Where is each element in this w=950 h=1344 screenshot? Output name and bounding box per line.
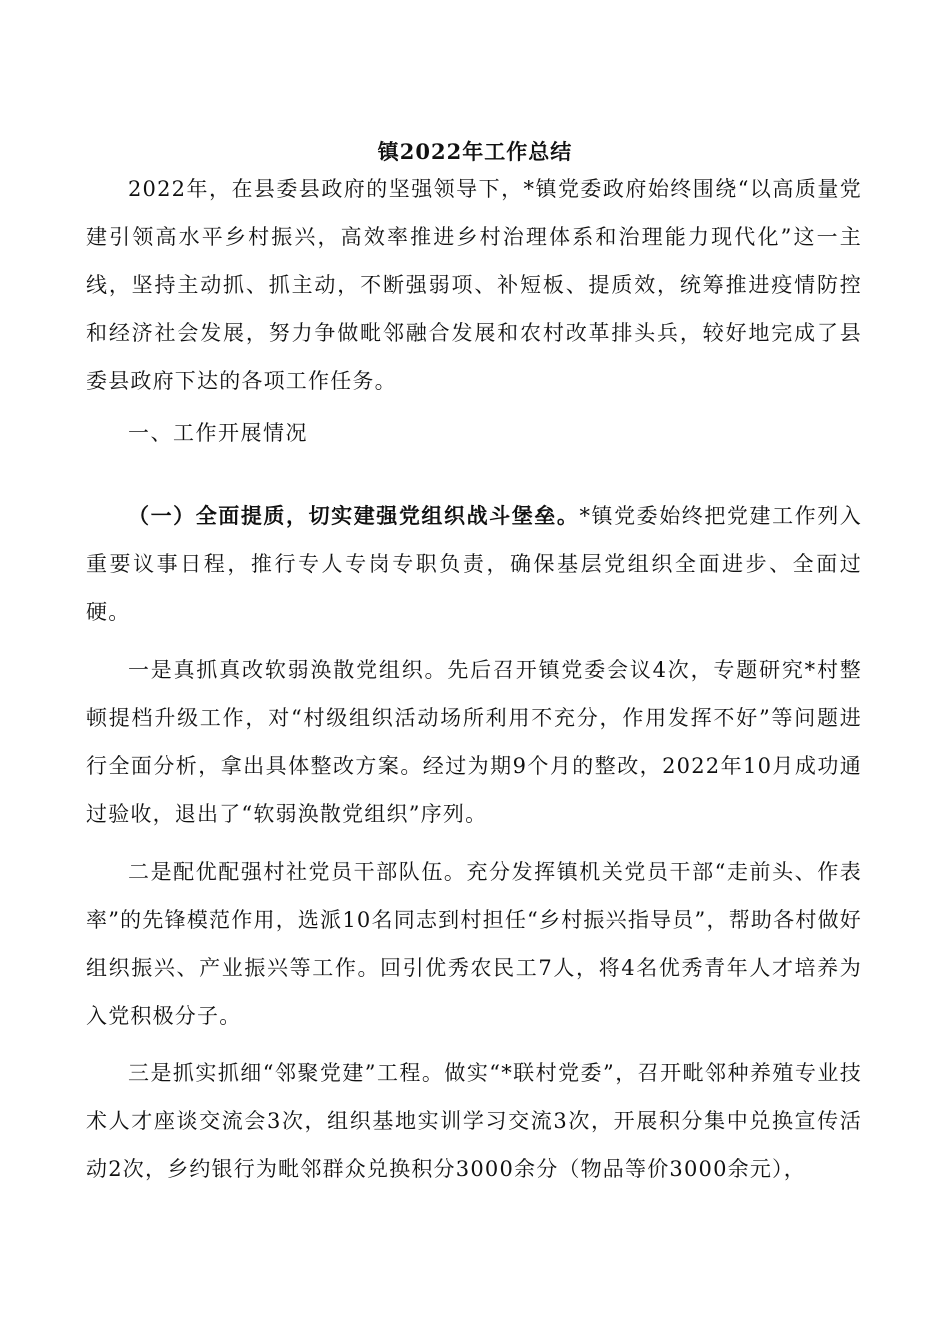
subsection-1-lead: （一）全面提质，切实建强党组织战斗堡垒。 xyxy=(128,503,580,528)
subsection-1-body: *镇党委始终把党建工作列入重要议事日程，推行专人专岗专职负责，确保基层党组织全面进步、全面过硬。 xyxy=(86,504,862,624)
item-1-paragraph: 一是真抓真改软弱涣散党组织。先后召开镇党委会议4次，专题研究*村整顿提档升级工作，对“村级组织活动场所利用不充分，作用发挥不好”等问题进行全面分析，拿出具体整改方案。经过为期9个月的整改，2022年10月成功通过验收，退出了“软弱涣散党组织”序列。 xyxy=(86,658,862,826)
intro-paragraph: 2022年，在县委县政府的坚强领导下，*镇党委政府始终围绕“以高质量党建引领高水平乡村振兴，高效率推进乡村治理体系和治理能力现代化”这一主线，坚持主动抓、抓主动，不断强弱项、补短板、提质效，统筹推进疫情防控和经济社会发展，努力争做毗邻融合发展和农村改革排头兵，较好地完成了县委县政府下达的各项工作任务。 xyxy=(86,177,862,393)
subsection-1-paragraph xyxy=(86,492,862,636)
section-heading-work-status: 一、工作开展情况 xyxy=(128,421,308,445)
item-3-paragraph: 三是抓实抓细“邻聚党建”工程。做实“*联村党委”，召开毗邻种养殖专业技术人才座谈交流会3次，组织基地实训学习交流3次，开展积分集中兑换宣传活动2次，乡约银行为毗邻群众兑换积分3000余分（物品等价3000余元）， xyxy=(86,1061,862,1181)
document-title: 镇2022年工作总结 xyxy=(377,139,573,164)
item-2-paragraph: 二是配优配强村社党员干部队伍。充分发挥镇机关党员干部“走前头、作表率”的先锋模范作用，选派10名同志到村担任“乡村振兴指导员”，帮助各村做好组织振兴、产业振兴等工作。回引优秀农民工7人，将4名优秀青年人才培养为入党积极分子。 xyxy=(86,860,862,1028)
